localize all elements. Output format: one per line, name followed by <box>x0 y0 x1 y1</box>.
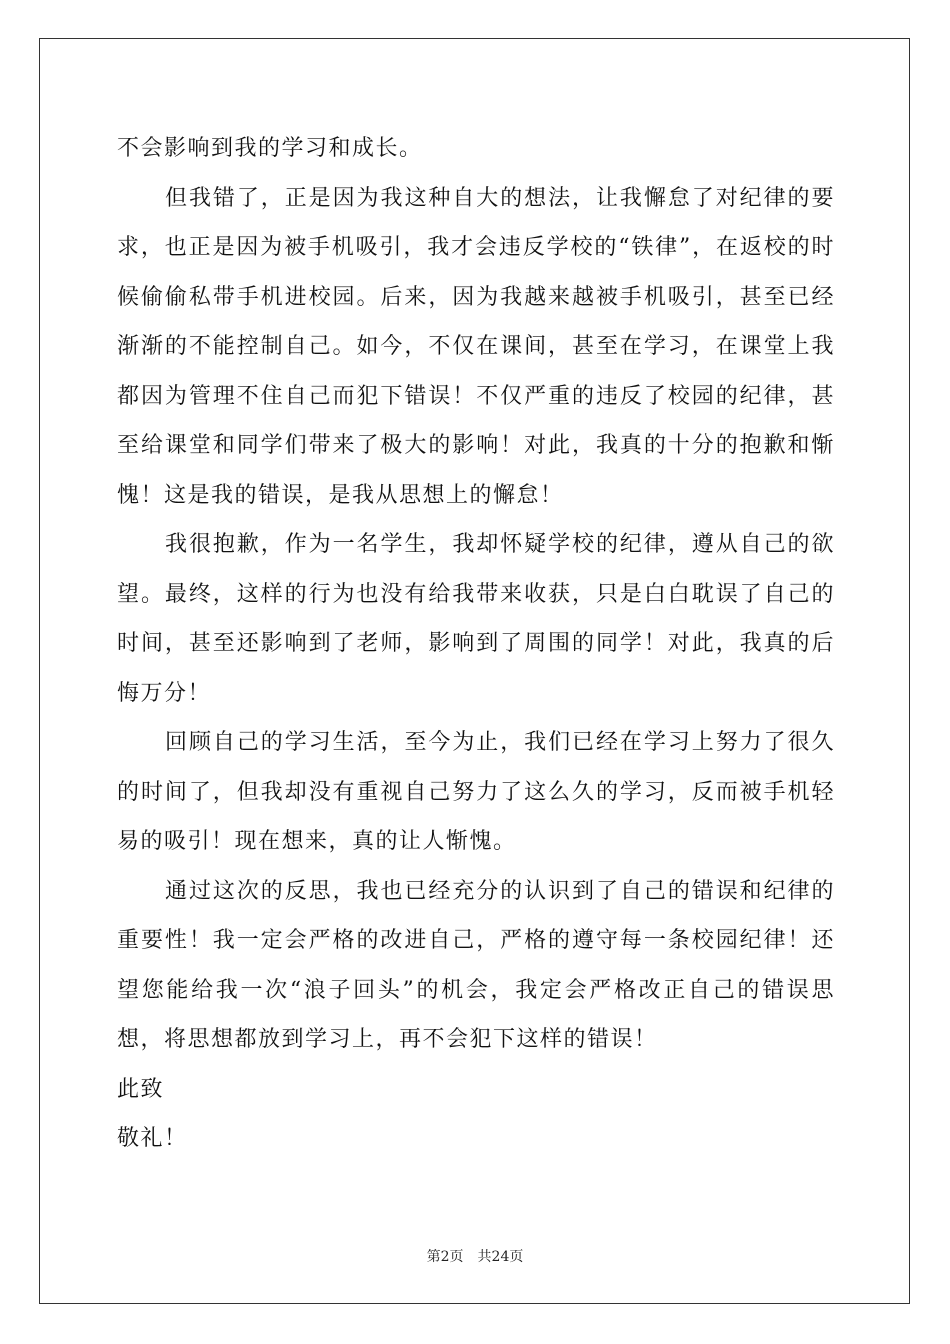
paragraph-reflection: 回顾自己的学习生活，至今为止，我们已经在学习上努力了很久的时间了，但我却没有重视自己努力了这么久的学习，反而被手机轻易的吸引！现在想来，真的让人惭愧。 <box>117 730 835 854</box>
closing-salutation: 此致 <box>117 1076 165 1102</box>
page-number: 第2页 <box>426 1249 464 1265</box>
paragraph-admission: 但我错了，正是因为我这种自大的想法，让我懈怠了对纪律的要求，也正是因为被手机吸引，我才会违反学校的“铁律”，在返校的时候偷偷私带手机进校园。后来，因为我越来越被手机吸引，甚至已经渐渐的不能控制自己。如今，不仅在课间，甚至在学习，在课堂上我都因为管理不住自己而犯下错误！不仅严重的违反了校园的纪律，甚至给课堂和同学们带来了极大的影响！对此，我真的十分的抱歉和惭愧！这是我的错误，是我从思想上的懈怠！ <box>117 185 835 508</box>
paragraph-apology: 我很抱歉，作为一名学生，我却怀疑学校的纪律，遵从自己的欲望。最终，这样的行为也没有给我带来收获，只是白白耽误了自己的时间，甚至还影响到了老师，影响到了周围的同学！对此，我真的后悔万分！ <box>117 532 835 706</box>
document-body <box>117 124 835 1164</box>
closing-regards: 敬礼！ <box>117 1126 188 1151</box>
paragraph-continuation: 不会影响到我的学习和成长。 <box>117 136 423 161</box>
paragraph-commitment: 通过这次的反思，我也已经充分的认识到了自己的错误和纪律的重要性！我一定会严格的改进自己，严格的遵守每一条校园纪律！还望您能给我一次“浪子回头”的机会，我定会严格改正自己的错误思想，将思想都放到学习上，再不会犯下这样的错误！ <box>117 878 835 1052</box>
page-total: 共24页 <box>477 1249 524 1265</box>
page-footer <box>0 1247 950 1267</box>
